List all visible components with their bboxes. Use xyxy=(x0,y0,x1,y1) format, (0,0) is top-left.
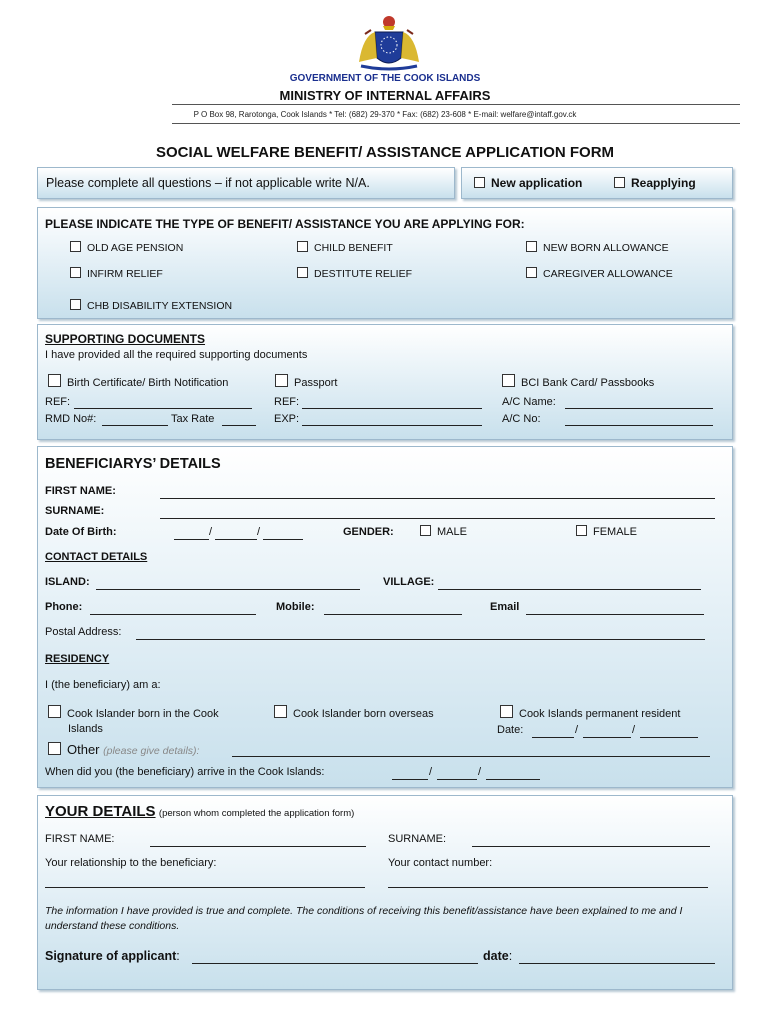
applicant-heading-row: YOUR DETAILS (person whom completed the application form) xyxy=(45,803,355,820)
checkbox-icon[interactable] xyxy=(275,374,288,387)
arrival-label: When did you (the beneficiary) arrive in the Cook Islands: xyxy=(45,766,325,778)
date-separator: / xyxy=(257,526,261,538)
village-label: VILLAGE: xyxy=(383,576,435,588)
born-cook-islands-label: Islands xyxy=(68,723,103,735)
ac-no-input-line[interactable] xyxy=(565,425,713,426)
checkbox-icon[interactable] xyxy=(297,267,308,278)
instruction-panel xyxy=(37,167,455,199)
supporting-statement: I have provided all the required supporting documents xyxy=(45,349,308,361)
applicant-first-name-line[interactable] xyxy=(150,846,366,847)
checkbox-icon[interactable] xyxy=(576,525,587,536)
signature-label: Signature of applicant: xyxy=(45,949,180,963)
residency-date-day-line[interactable] xyxy=(532,737,574,738)
birth-certificate-option[interactable]: Birth Certificate/ Birth Notification xyxy=(48,374,228,389)
residency-date-month-line[interactable] xyxy=(583,737,631,738)
checkbox-icon[interactable] xyxy=(274,705,287,718)
tax-rate-label: Tax Rate xyxy=(171,413,215,425)
mobile-label: Mobile: xyxy=(276,601,315,613)
passport-ref-input-line[interactable] xyxy=(302,408,482,409)
tax-rate-input-line[interactable] xyxy=(222,425,256,426)
residency-heading: RESIDENCY xyxy=(45,653,110,665)
other-option[interactable]: Other (please give details): xyxy=(48,742,199,757)
arrival-year-line[interactable] xyxy=(486,779,540,780)
reapplying-option[interactable]: Reapplying xyxy=(614,176,696,190)
dob-month-line[interactable] xyxy=(215,539,257,540)
benefit-option[interactable]: OLD AGE PENSION xyxy=(70,241,183,254)
contact-number-input-line[interactable] xyxy=(388,887,708,888)
postal-label: Postal Address: xyxy=(45,626,122,638)
residency-date-label: Date: xyxy=(497,724,524,736)
passport-option[interactable]: Passport xyxy=(275,374,337,389)
island-label: ISLAND: xyxy=(45,576,90,588)
rmd-input-line[interactable] xyxy=(102,425,168,426)
signature-date-input-line[interactable] xyxy=(519,963,715,964)
header-divider xyxy=(172,123,740,124)
gender-label: GENDER: xyxy=(343,526,394,538)
checkbox-icon[interactable] xyxy=(70,241,81,252)
surname-label: SURNAME: xyxy=(45,505,105,517)
form-title: SOCIAL WELFARE BENEFIT/ ASSISTANCE APPLICATION FORM xyxy=(155,144,615,161)
checkbox-icon[interactable] xyxy=(526,241,537,252)
checkbox-icon[interactable] xyxy=(70,299,81,310)
arrival-month-line[interactable] xyxy=(437,779,477,780)
first-name-label: FIRST NAME: xyxy=(45,485,116,497)
passport-exp-label: EXP: xyxy=(274,413,300,425)
phone-input-line[interactable] xyxy=(90,614,256,615)
benefit-type-panel xyxy=(37,207,733,319)
checkbox-icon[interactable] xyxy=(297,241,308,252)
benefit-option[interactable]: CHILD BENEFIT xyxy=(297,241,393,254)
ac-no-label: A/C No: xyxy=(502,413,541,425)
supporting-documents-panel xyxy=(37,324,733,440)
relationship-label: Your relationship to the beneficiary: xyxy=(45,857,217,869)
benefit-option[interactable]: CAREGIVER ALLOWANCE xyxy=(526,267,673,280)
benefit-heading: PLEASE INDICATE THE TYPE OF BENEFIT/ ASSISTANCE YOU ARE APPLYING FOR: xyxy=(45,217,525,231)
date-separator: / xyxy=(478,766,482,778)
applicant-first-name-label: FIRST NAME: xyxy=(45,833,115,845)
new-application-option[interactable]: New application xyxy=(474,176,582,190)
first-name-input-line[interactable] xyxy=(160,498,715,499)
date-separator: / xyxy=(429,766,433,778)
benefit-option[interactable]: DESTITUTE RELIEF xyxy=(297,267,412,280)
date-separator: / xyxy=(209,526,213,538)
applicant-surname-label: SURNAME: xyxy=(388,833,447,845)
ac-name-label: A/C Name: xyxy=(502,396,556,408)
phone-label: Phone: xyxy=(45,601,83,613)
permanent-resident-option[interactable]: Cook Islands permanent resident xyxy=(500,705,680,720)
email-input-line[interactable] xyxy=(526,614,704,615)
supporting-heading: SUPPORTING DOCUMENTS xyxy=(45,332,206,346)
checkbox-icon[interactable] xyxy=(420,525,431,536)
coat-of-arms-logo xyxy=(353,14,425,72)
ministry-name: MINISTRY OF INTERNAL AFFAIRS xyxy=(279,88,491,103)
ref-label: REF: xyxy=(45,396,71,408)
born-overseas-option[interactable]: Cook Islander born overseas xyxy=(274,705,434,720)
signature-input-line[interactable] xyxy=(192,963,478,964)
benefit-option[interactable]: CHB DISABILITY EXTENSION xyxy=(70,299,232,312)
surname-input-line[interactable] xyxy=(160,518,715,519)
applicant-surname-line[interactable] xyxy=(472,846,710,847)
checkbox-icon[interactable] xyxy=(48,374,61,387)
ref-input-line[interactable] xyxy=(74,408,252,409)
island-input-line[interactable] xyxy=(96,589,360,590)
declaration-text: The information I have provided is true and complete. The conditions of receiving this benefit/assistance have been explained to me and I understand these conditions. xyxy=(45,905,683,932)
passport-exp-input-line[interactable] xyxy=(302,425,482,426)
checkbox-icon[interactable] xyxy=(48,742,61,755)
checkbox-icon[interactable] xyxy=(526,267,537,278)
checkbox-icon[interactable] xyxy=(48,705,61,718)
dob-year-line[interactable] xyxy=(263,539,303,540)
contact-heading: CONTACT DETAILS xyxy=(45,551,148,563)
checkbox-icon[interactable] xyxy=(502,374,515,387)
rmd-label: RMD No#: xyxy=(45,413,97,425)
checkbox-icon[interactable] xyxy=(70,267,81,278)
application-type-panel xyxy=(461,167,733,199)
government-name: GOVERNMENT OF THE COOK ISLANDS xyxy=(289,73,481,84)
beneficiary-heading: BENEFICIARYS’ DETAILS xyxy=(45,456,221,472)
ac-name-input-line[interactable] xyxy=(565,408,713,409)
checkbox-icon[interactable] xyxy=(474,177,485,188)
instruction-text: Please complete all questions – if not applicable write N/A. xyxy=(46,176,370,190)
beneficiary-details-panel xyxy=(37,446,733,788)
other-details-input-line[interactable] xyxy=(232,756,710,757)
checkbox-icon[interactable] xyxy=(500,705,513,718)
benefit-option[interactable]: INFIRM RELIEF xyxy=(70,267,163,280)
date-separator: / xyxy=(632,724,636,736)
applicant-details-panel xyxy=(37,795,733,990)
benefit-option[interactable]: NEW BORN ALLOWANCE xyxy=(526,241,669,254)
relationship-input-line[interactable] xyxy=(45,887,365,888)
born-cook-islands-option[interactable]: Cook Islander born in the Cook xyxy=(48,705,219,720)
dob-day-line[interactable] xyxy=(174,539,209,540)
dob-label: Date Of Birth: xyxy=(45,526,117,538)
village-input-line[interactable] xyxy=(438,589,701,590)
arrival-day-line[interactable] xyxy=(392,779,428,780)
bci-option[interactable]: BCI Bank Card/ Passbooks xyxy=(502,374,654,389)
signature-date-label: date: xyxy=(483,949,513,963)
male-option[interactable]: MALE xyxy=(420,525,467,538)
postal-input-line[interactable] xyxy=(136,639,705,640)
passport-ref-label: REF: xyxy=(274,396,300,408)
mobile-input-line[interactable] xyxy=(324,614,462,615)
checkbox-icon[interactable] xyxy=(614,177,625,188)
date-separator: / xyxy=(575,724,579,736)
residency-date-year-line[interactable] xyxy=(640,737,698,738)
contact-address: P O Box 98, Rarotonga, Cook Islands * Tel: (682) 29-370 * Fax: (682) 23-608 * E-mail: welfare@intaff.gov.ck xyxy=(193,110,577,119)
residency-statement: I (the beneficiary) am a: xyxy=(45,679,161,691)
female-option[interactable]: FEMALE xyxy=(576,525,637,538)
header-divider xyxy=(172,104,740,105)
contact-number-label: Your contact number: xyxy=(388,857,493,869)
email-label: Email xyxy=(490,601,520,613)
